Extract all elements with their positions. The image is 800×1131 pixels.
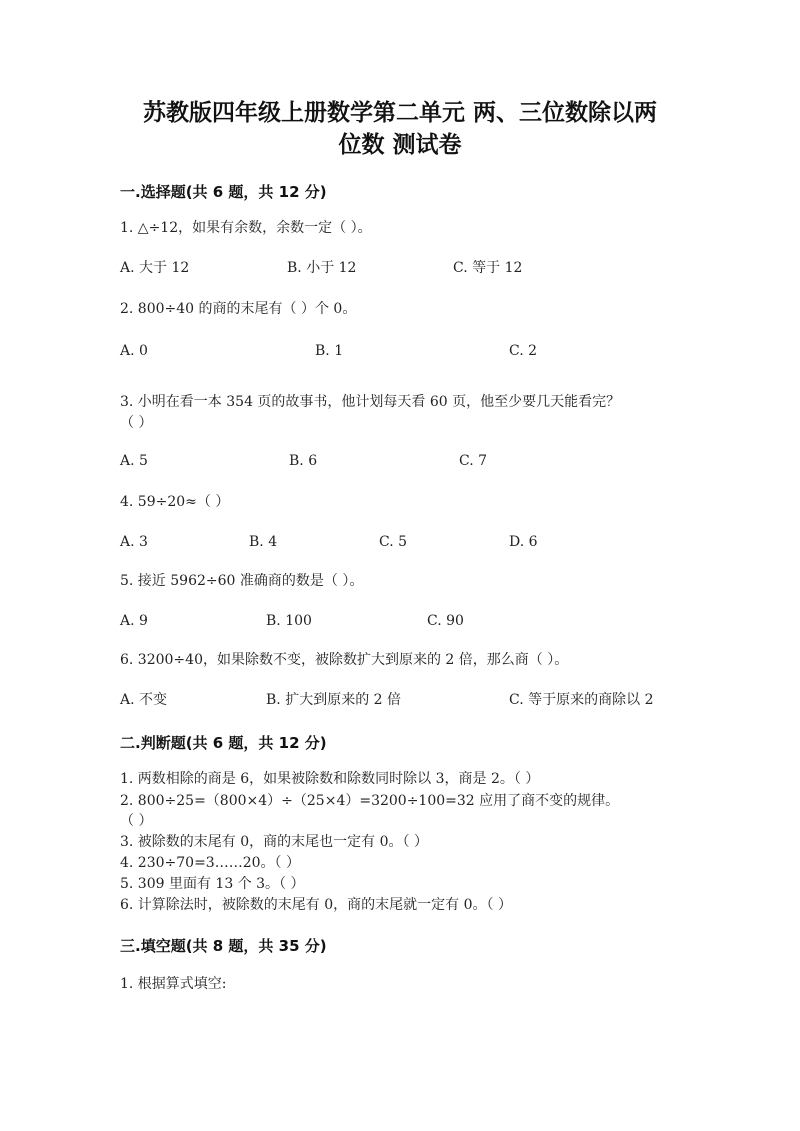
question-2: 2. 800÷40 的商的末尾有（ ）个 0。: [120, 301, 357, 317]
question-1-option-a: A. 大于 12: [120, 260, 190, 276]
judgment-item-2-blank: （ ）: [120, 813, 153, 829]
section-heading-fill: 三.填空题(共 8 题，共 35 分): [120, 937, 327, 955]
question-6-option-b: B. 扩大到原来的 2 倍: [266, 692, 401, 708]
question-3-option-a: A. 5: [120, 453, 148, 469]
question-1-option-b: B. 小于 12: [287, 260, 357, 276]
section-heading-judgment: 二.判断题(共 6 题，共 12 分): [120, 734, 327, 752]
question-1: 1. △÷12，如果有余数，余数一定（ ）。: [120, 220, 372, 236]
question-2-option-a: A. 0: [120, 343, 148, 359]
exam-title-line1: 苏教版四年级上册数学第二单元 两、三位数除以两: [142, 100, 657, 126]
question-3-blank: （ ）: [120, 415, 153, 431]
question-4-option-a: A. 3: [120, 534, 148, 550]
question-4-option-c: C. 5: [379, 534, 408, 550]
question-2-option-b: B. 1: [315, 343, 344, 359]
question-2-option-c: C. 2: [509, 343, 538, 359]
question-5: 5. 接近 5962÷60 准确商的数是（ ）。: [120, 573, 364, 589]
exam-title-line2: 位数 测试卷: [338, 132, 462, 158]
judgment-item-2: 2. 800÷25=（800×4）÷（25×4）=3200÷100=32 应用了商不变的规律。: [120, 793, 620, 809]
question-5-option-a: A. 9: [120, 613, 148, 629]
question-3-option-b: B. 6: [289, 453, 318, 469]
question-4-option-d: D. 6: [509, 534, 538, 550]
question-4: 4. 59÷20≈（ ）: [120, 494, 230, 510]
section-heading-choice: 一.选择题(共 6 题，共 12 分): [120, 183, 327, 201]
question-3: 3. 小明在看一本 354 页的故事书，他计划每天看 60 页，他至少要几天能看完？: [120, 394, 621, 410]
question-6-option-c: C. 等于原来的商除以 2: [509, 692, 654, 708]
question-5-option-c: C. 90: [427, 613, 464, 629]
judgment-item-5: 5. 309 里面有 13 个 3。（ ）: [120, 876, 305, 892]
judgment-item-3: 3. 被除数的末尾有 0，商的末尾也一定有 0。（ ）: [120, 834, 428, 850]
judgment-item-1: 1. 两数相除的商是 6，如果被除数和除数同时除以 3，商是 2。（ ）: [120, 771, 540, 787]
judgment-item-6: 6. 计算除法时，被除数的末尾有 0，商的末尾就一定有 0。（ ）: [120, 897, 512, 913]
judgment-item-4: 4. 230÷70=3……20。（ ）: [120, 855, 300, 871]
question-6-option-a: A. 不变: [120, 692, 168, 708]
question-1-option-c: C. 等于 12: [453, 260, 523, 276]
question-4-option-b: B. 4: [249, 534, 278, 550]
question-5-option-b: B. 100: [266, 613, 312, 629]
question-3-option-c: C. 7: [459, 453, 488, 469]
question-6: 6. 3200÷40，如果除数不变，被除数扩大到原来的 2 倍，那么商（ ）。: [120, 652, 569, 668]
fill-item-1: 1. 根据算式填空:: [120, 976, 227, 992]
